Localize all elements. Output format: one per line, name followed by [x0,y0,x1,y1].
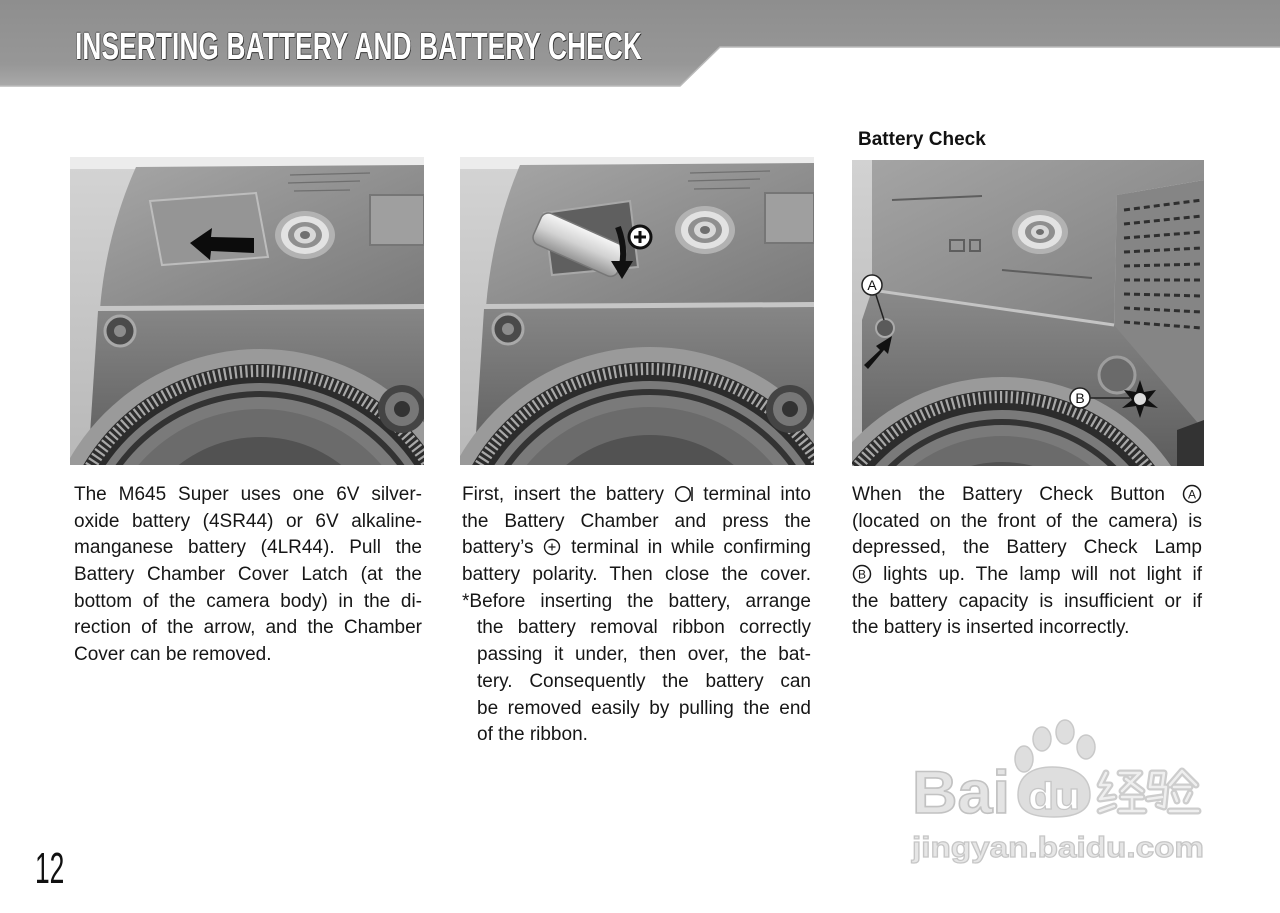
text-line: passing it under, then over, the bat- [477,644,811,666]
watermark-brand-paw: du [1028,776,1080,818]
tripod-socket [1012,210,1068,254]
section-label-battery-check: Battery Check [858,129,986,150]
text-line: bottom of the camera body) in the di- [74,590,422,612]
minus-terminal-icon [674,484,694,504]
battery-check-button [876,319,894,337]
text-line: (located on the front of the camera) is [852,510,1202,532]
text-line: the battery removal ribbon correctly [477,617,811,639]
side-knob [378,385,424,433]
text-line: Cover can be removed. [74,644,272,666]
watermark-brand-left: Bai [912,759,1010,826]
text-line: battery polarity. Then close the cover. [462,564,811,586]
text-line: of the ribbon. [477,724,588,746]
side-knob [766,385,814,433]
page-number: 12 [35,844,65,893]
baidu-watermark [900,715,1210,865]
text-line: The M645 Super uses one 6V silver- [74,484,422,505]
text-line: oxide battery (4SR44) or 6V alkaline- [74,510,422,532]
text-line: Battery Chamber Cover Latch (at the [74,564,422,586]
text-line: rection of the arrow, and the Chamber [74,617,422,639]
text-line: the Battery Chamber and press the [462,510,811,532]
text-segment: terminal into [703,484,811,505]
text-segment: lights up. The lamp will not light if [883,564,1202,586]
tripod-socket [275,211,335,259]
photo-battery-insertion [460,157,814,465]
text-line [852,562,1202,589]
icon-letter: B [857,567,867,582]
text-line: the battery capacity is insufficient or if [852,590,1202,612]
text-segment: First, insert the battery [462,484,664,505]
text-segment: battery’s [462,537,534,559]
intro-paragraph [74,482,422,669]
plus-mark-icon [629,226,651,248]
front-screw [493,314,523,344]
text-line: the battery is inserted incorrectly. [852,617,1130,639]
text-line [462,482,811,509]
check-paragraph [852,482,1202,642]
side-knob [1099,357,1135,393]
icon-letter: A [1188,487,1197,502]
text-segment: terminal in while confirming [571,537,811,559]
text-line [852,482,1202,509]
text-line: be removed easily by pulling the end [477,697,811,719]
text-line: manganese battery (4LR44). Pull the [74,537,422,559]
watermark-url: jingyan.baidu.com [910,832,1204,864]
page-title: INSERTING BATTERY AND BATTERY CHECK [75,26,642,68]
tripod-socket [675,206,735,254]
plate-foot [370,195,424,245]
watermark-chinese-logo [1100,771,1198,811]
text-line: *Before inserting the battery, arrange [462,590,811,612]
plus-terminal-icon [542,537,562,557]
circled-b-icon [852,564,872,584]
plate-foot [765,193,814,243]
text-segment: When the Battery Check Button [852,484,1166,505]
circled-a-icon [1182,484,1202,504]
front-screw [105,316,135,346]
text-line: depressed, the Battery Check Lamp [852,537,1202,559]
text-line: tery. Consequently the battery can [477,670,811,692]
insert-paragraph [462,482,811,749]
callout-label-b: B [1075,390,1085,406]
callout-label-a: A [867,277,877,293]
text-line [462,535,811,562]
photo-battery-check [852,160,1204,466]
photo-battery-cover-removal [70,157,424,465]
